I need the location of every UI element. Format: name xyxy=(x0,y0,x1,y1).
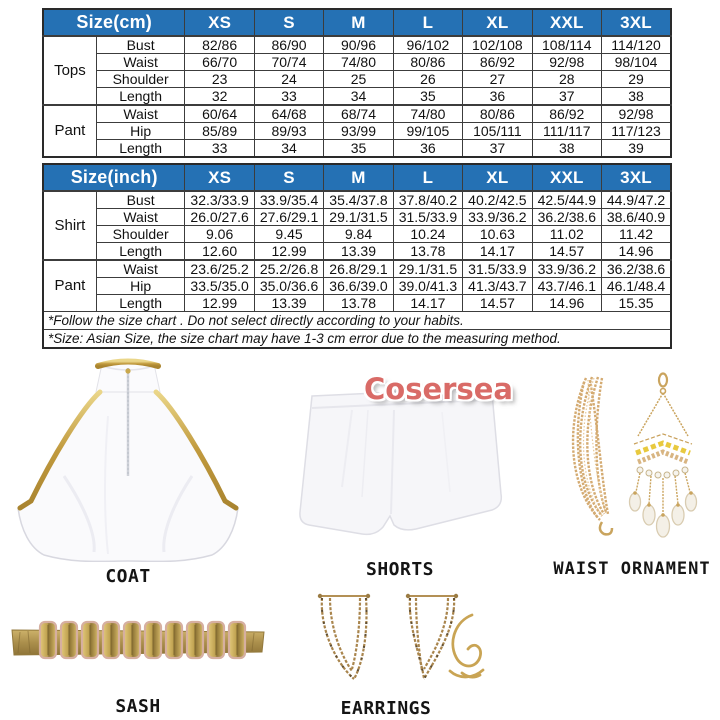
value-cell: 36 xyxy=(463,88,532,106)
value-cell: 11.02 xyxy=(532,226,601,243)
product-figure-earrings xyxy=(312,589,488,719)
value-cell: 36.2/38.6 xyxy=(602,260,671,278)
table-title: Size(inch) xyxy=(43,164,185,191)
value-cell: 105/111 xyxy=(463,123,532,140)
measure-cell: Waist xyxy=(96,209,185,226)
product-label-sash: SASH xyxy=(115,696,161,717)
value-cell: 96/102 xyxy=(393,36,462,54)
product-figure-waist-ornament xyxy=(548,364,716,579)
earrings-image xyxy=(312,589,488,691)
value-cell: 38 xyxy=(602,88,671,106)
value-cell: 9.84 xyxy=(324,226,393,243)
measure-cell: Waist xyxy=(96,54,185,71)
product-label-earrings: EARRINGS xyxy=(340,698,432,719)
value-cell: 86/90 xyxy=(254,36,323,54)
measure-cell: Hip xyxy=(96,123,185,140)
value-cell: 33 xyxy=(185,140,254,158)
value-cell: 12.99 xyxy=(254,243,323,261)
measure-cell: Waist xyxy=(96,105,185,123)
size-chart xyxy=(42,8,672,354)
footnote: *Size: Asian Size, the size chart may have 1-3 cm error due to the measuring method. xyxy=(43,330,671,349)
value-cell: 36 xyxy=(393,140,462,158)
value-cell: 99/105 xyxy=(393,123,462,140)
measure-cell: Shoulder xyxy=(96,226,185,243)
value-cell: 33.9/36.2 xyxy=(463,209,532,226)
value-cell: 23.6/25.2 xyxy=(185,260,254,278)
size-col-header: XL xyxy=(463,9,532,36)
value-cell: 26 xyxy=(393,71,462,88)
group-cell: Tops xyxy=(43,36,96,105)
value-cell: 36.2/38.6 xyxy=(532,209,601,226)
value-cell: 39.0/41.3 xyxy=(393,278,462,295)
value-cell: 80/86 xyxy=(393,54,462,71)
value-cell: 64/68 xyxy=(254,105,323,123)
value-cell: 98/104 xyxy=(602,54,671,71)
size-col-header: 3XL xyxy=(602,164,671,191)
value-cell: 33 xyxy=(254,88,323,106)
value-cell: 38 xyxy=(532,140,601,158)
value-cell: 39 xyxy=(602,140,671,158)
value-cell: 13.78 xyxy=(324,295,393,312)
table-title: Size(cm) xyxy=(43,9,185,36)
value-cell: 32 xyxy=(185,88,254,106)
size-col-header: S xyxy=(254,9,323,36)
product-figure-coat xyxy=(4,356,252,587)
value-cell: 9.06 xyxy=(185,226,254,243)
value-cell: 35 xyxy=(393,88,462,106)
value-cell: 12.60 xyxy=(185,243,254,261)
value-cell: 11.42 xyxy=(602,226,671,243)
value-cell: 42.5/44.9 xyxy=(532,191,601,209)
value-cell: 27.6/29.1 xyxy=(254,209,323,226)
value-cell: 41.3/43.7 xyxy=(463,278,532,295)
value-cell: 29 xyxy=(602,71,671,88)
measure-cell: Length xyxy=(96,243,185,261)
value-cell: 40.2/42.5 xyxy=(463,191,532,209)
value-cell: 33.5/35.0 xyxy=(185,278,254,295)
value-cell: 25.2/26.8 xyxy=(254,260,323,278)
value-cell: 68/74 xyxy=(324,105,393,123)
size-col-header: M xyxy=(324,9,393,36)
value-cell: 66/70 xyxy=(185,54,254,71)
value-cell: 25 xyxy=(324,71,393,88)
value-cell: 12.99 xyxy=(185,295,254,312)
value-cell: 46.1/48.4 xyxy=(602,278,671,295)
value-cell: 35 xyxy=(324,140,393,158)
value-cell: 70/74 xyxy=(254,54,323,71)
value-cell: 93/99 xyxy=(324,123,393,140)
value-cell: 29.1/31.5 xyxy=(324,209,393,226)
value-cell: 37.8/40.2 xyxy=(393,191,462,209)
measure-cell: Bust xyxy=(96,36,185,54)
size-table-inch xyxy=(42,163,672,349)
value-cell: 28 xyxy=(532,71,601,88)
value-cell: 32.3/33.9 xyxy=(185,191,254,209)
value-cell: 24 xyxy=(254,71,323,88)
value-cell: 26.0/27.6 xyxy=(185,209,254,226)
group-cell: Shirt xyxy=(43,191,96,260)
value-cell: 14.96 xyxy=(602,243,671,261)
value-cell: 14.57 xyxy=(532,243,601,261)
value-cell: 34 xyxy=(254,140,323,158)
group-cell: Pant xyxy=(43,105,96,157)
size-col-header: XXL xyxy=(532,9,601,36)
size-col-header: XL xyxy=(463,164,532,191)
size-col-header: XS xyxy=(185,164,254,191)
size-col-header: 3XL xyxy=(602,9,671,36)
value-cell: 14.57 xyxy=(463,295,532,312)
value-cell: 35.4/37.8 xyxy=(324,191,393,209)
coat-image xyxy=(4,356,252,562)
value-cell: 80/86 xyxy=(463,105,532,123)
value-cell: 10.63 xyxy=(463,226,532,243)
measure-cell: Bust xyxy=(96,191,185,209)
measure-cell: Length xyxy=(96,88,185,106)
value-cell: 60/64 xyxy=(185,105,254,123)
size-col-header: S xyxy=(254,164,323,191)
measure-cell: Shoulder xyxy=(96,71,185,88)
value-cell: 89/93 xyxy=(254,123,323,140)
size-col-header: XXL xyxy=(532,164,601,191)
value-cell: 43.7/46.1 xyxy=(532,278,601,295)
footnote: *Follow the size chart . Do not select directly according to your habits. xyxy=(43,312,671,330)
value-cell: 102/108 xyxy=(463,36,532,54)
value-cell: 108/114 xyxy=(532,36,601,54)
value-cell: 36.6/39.0 xyxy=(324,278,393,295)
measure-cell: Hip xyxy=(96,278,185,295)
value-cell: 92/98 xyxy=(532,54,601,71)
value-cell: 86/92 xyxy=(532,105,601,123)
measure-cell: Waist xyxy=(96,260,185,278)
cosersea-watermark: Cosersea xyxy=(364,372,513,406)
value-cell: 117/123 xyxy=(602,123,671,140)
value-cell: 33.9/35.4 xyxy=(254,191,323,209)
sash-image xyxy=(6,614,270,666)
size-col-header: L xyxy=(393,9,462,36)
value-cell: 14.17 xyxy=(393,295,462,312)
value-cell: 35.0/36.6 xyxy=(254,278,323,295)
value-cell: 85/89 xyxy=(185,123,254,140)
value-cell: 14.96 xyxy=(532,295,601,312)
size-col-header: XS xyxy=(185,9,254,36)
value-cell: 44.9/47.2 xyxy=(602,191,671,209)
value-cell: 27 xyxy=(463,71,532,88)
value-cell: 13.78 xyxy=(393,243,462,261)
value-cell: 38.6/40.9 xyxy=(602,209,671,226)
ear-cuff-icon xyxy=(450,615,483,677)
product-label-shorts: SHORTS xyxy=(365,559,435,580)
size-col-header: L xyxy=(393,164,462,191)
measure-cell: Length xyxy=(96,295,185,312)
value-cell: 82/86 xyxy=(185,36,254,54)
value-cell: 10.24 xyxy=(393,226,462,243)
value-cell: 13.39 xyxy=(324,243,393,261)
product-figure-sash xyxy=(6,614,270,717)
value-cell: 33.9/36.2 xyxy=(532,260,601,278)
value-cell: 31.5/33.9 xyxy=(393,209,462,226)
value-cell: 15.35 xyxy=(602,295,671,312)
product-label-coat: COAT xyxy=(105,566,151,587)
value-cell: 92/98 xyxy=(602,105,671,123)
value-cell: 114/120 xyxy=(602,36,671,54)
value-cell: 74/80 xyxy=(393,105,462,123)
value-cell: 37 xyxy=(532,88,601,106)
size-col-header: M xyxy=(324,164,393,191)
group-cell: Pant xyxy=(43,260,96,312)
value-cell: 31.5/33.9 xyxy=(463,260,532,278)
value-cell: 14.17 xyxy=(463,243,532,261)
value-cell: 29.1/31.5 xyxy=(393,260,462,278)
value-cell: 9.45 xyxy=(254,226,323,243)
value-cell: 23 xyxy=(185,71,254,88)
measure-cell: Length xyxy=(96,140,185,158)
value-cell: 37 xyxy=(463,140,532,158)
size-table-cm xyxy=(42,8,672,158)
waist-ornament-image xyxy=(550,364,714,542)
product-label-waist-ornament: WAIST ORNAMENT xyxy=(553,559,711,579)
value-cell: 90/96 xyxy=(324,36,393,54)
value-cell: 74/80 xyxy=(324,54,393,71)
value-cell: 26.8/29.1 xyxy=(324,260,393,278)
value-cell: 111/117 xyxy=(532,123,601,140)
value-cell: 86/92 xyxy=(463,54,532,71)
value-cell: 13.39 xyxy=(254,295,323,312)
value-cell: 34 xyxy=(324,88,393,106)
